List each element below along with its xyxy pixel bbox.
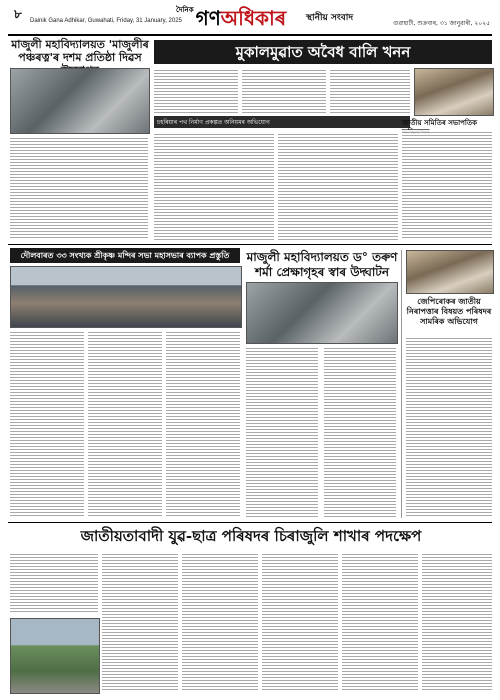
mining-article-col1	[154, 68, 238, 114]
side-photo	[406, 250, 494, 294]
mining-article-col3	[330, 68, 410, 114]
date-line: গুৱাহাটী, শুক্ৰবাৰ, ৩১ জানুৱাৰী, ২০২৫	[393, 20, 490, 27]
dolbari-article-col1	[10, 330, 84, 518]
auditorium-article-col1	[246, 346, 318, 518]
bottom-article-col1-top	[10, 552, 98, 614]
bottom-article-col5	[342, 552, 418, 692]
masthead	[0, 0, 500, 36]
auditorium-headline-line2: শৰ্মা প্ৰেক্ষাগৃহৰ স্বাৰ উদ্ঘাটন	[254, 265, 390, 279]
mining-photo	[414, 68, 494, 116]
mining-banner: মুকালমুৱাত অবৈধ বালি খনন	[154, 40, 492, 64]
mining-article-col2	[242, 68, 326, 114]
dolbari-article-col3	[166, 330, 240, 518]
dolbari-photo	[10, 266, 242, 328]
logo-part2: অধিকাৰ	[220, 6, 287, 30]
logo-prefix: দৈনিক	[176, 5, 194, 14]
bottom-article-col4	[262, 552, 338, 692]
publication-line: Dainik Gana Adhikar, Guwahati, Friday, 31 January, 2025	[30, 18, 182, 24]
section-label: স্থানীয় সংবাদ	[306, 13, 354, 23]
logo-part1: গণ	[195, 6, 221, 30]
side-headline: জেপিৰোকৰ জাতীয় নিৰাপত্তাৰ বিষয়ত পৰিষদৰ সামৰিক অভিযোগ	[406, 296, 492, 326]
mining-article-col4	[154, 132, 274, 240]
majuli-headline-line1: মাজুলী মহাবিদ্যালয়ত 'মাজুলীৰ	[11, 38, 149, 51]
bottom-article-col3	[182, 552, 258, 692]
majuli-headline-line2: পঞ্চৰত্ন'ৰ দশম প্ৰতিষ্ঠা দিৱস	[18, 51, 142, 64]
auditorium-article-col2	[324, 346, 396, 518]
bottom-photo	[10, 618, 100, 694]
dolbari-article-col2	[88, 330, 162, 518]
section-divider-1	[8, 244, 492, 245]
side-article-body	[406, 336, 492, 518]
mining-photo-caption: চহৰিয়াৰ পথ নিৰ্মাণ প্ৰকল্পত অনিয়মৰ অভিযোগ	[154, 116, 410, 128]
masthead-rule	[8, 34, 492, 36]
column-divider	[401, 250, 402, 518]
dolbari-banner: দৌলবাৰত ৩৩ সংখ্যক শ্ৰীকৃষ্ণ মন্দিৰ সভা মহাসভাৰ ব্যাপক প্ৰস্তুতি	[10, 248, 240, 263]
committee-article-body	[402, 130, 492, 240]
bottom-headline: জাতীয়তাবাদী যুৱ-ছাত্ৰ পৰিষদৰ চিৰাজুলি শাখাৰ পদক্ষেপ	[80, 527, 422, 545]
committee-headline: জাতীয় সমিতিৰ সভাপতিক	[402, 118, 478, 127]
newspaper-logo	[176, 4, 286, 37]
section-divider-2	[8, 522, 492, 523]
auditorium-photo	[246, 282, 398, 344]
auditorium-headline-line1: মাজুলী মহাবিদ্যালয়ত ড° তৰুণ	[246, 250, 398, 264]
bottom-article-col6	[422, 552, 492, 692]
auditorium-headline	[246, 250, 398, 280]
mining-article-col5	[278, 132, 398, 240]
anniversary-article-body	[10, 136, 148, 240]
bottom-article-col2	[102, 552, 178, 692]
page-number: ৮	[14, 7, 22, 21]
anniversary-photo	[10, 68, 150, 134]
